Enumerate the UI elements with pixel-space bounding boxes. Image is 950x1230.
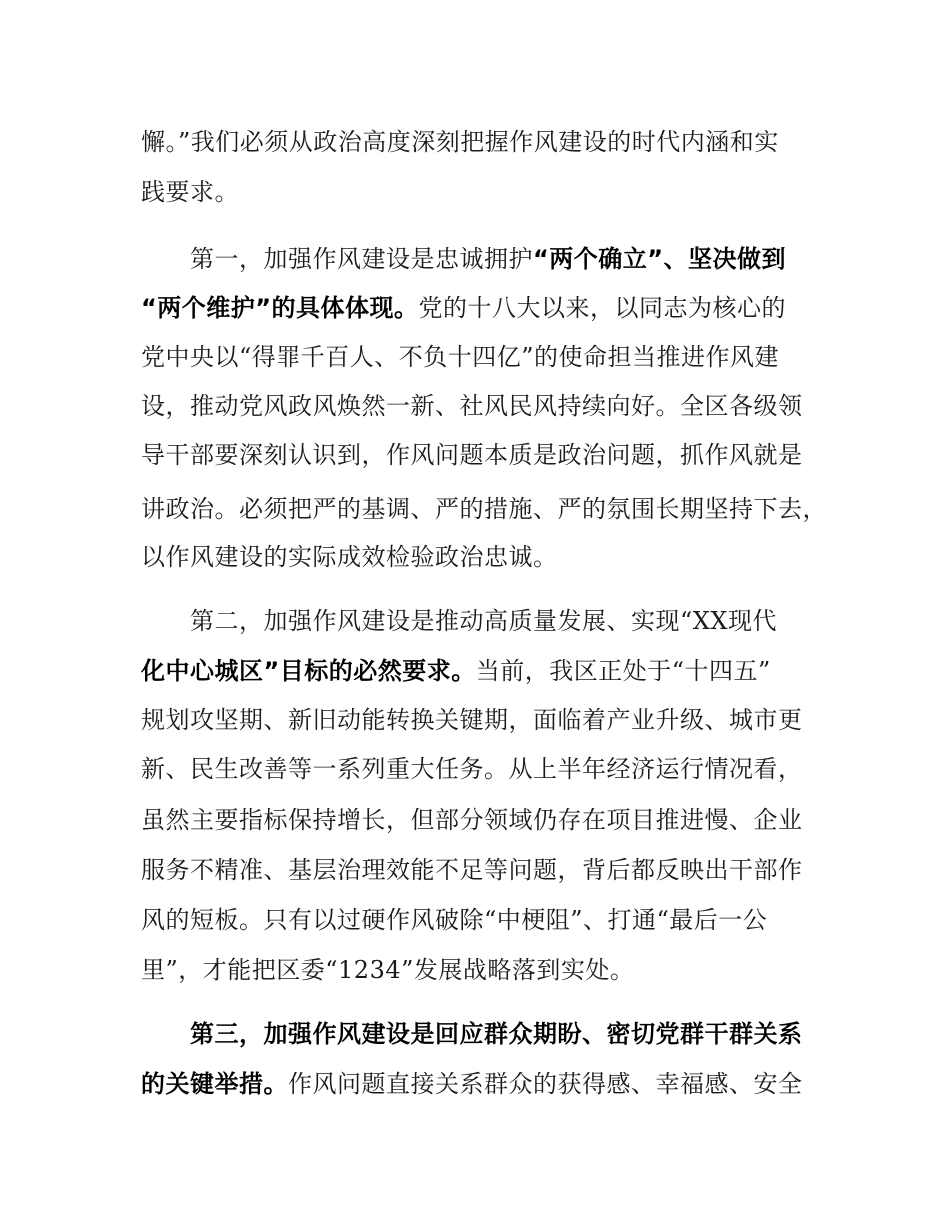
text-run: 虽然主要指标保持增长，但部分领域仍存在项目推进慢、企业 bbox=[141, 806, 803, 834]
text-run: 导干部要深刻认识到，作风问题本质是政治问题，抓作风就是 bbox=[141, 441, 803, 469]
text-line bbox=[141, 955, 634, 985]
text-run: 践要求。 bbox=[141, 178, 239, 206]
text-line bbox=[141, 440, 803, 470]
text-line bbox=[141, 805, 803, 835]
text-line bbox=[141, 127, 779, 157]
text-run: 党中央以“得罪千百人、不负十四亿”的使命担当推进作风建 bbox=[141, 343, 780, 371]
text-run: 里”，才能把区委“1234”发展战略落到实处。 bbox=[141, 956, 635, 984]
text-line bbox=[141, 494, 827, 524]
text-run: 作风问题直接关系群众的获得感、幸福感、安全 bbox=[288, 1070, 803, 1098]
text-line bbox=[190, 1019, 803, 1049]
text-line bbox=[141, 293, 786, 323]
bold-text-run: 的关键举措。 bbox=[141, 1070, 288, 1098]
text-run: 设，推动党风政风焕然一新、社风民风持续向好。全区各级领 bbox=[141, 392, 803, 420]
text-run: 党的十八大以来，以同志为核心的 bbox=[418, 294, 787, 322]
text-line bbox=[141, 177, 239, 207]
text-line bbox=[141, 1069, 803, 1099]
bold-text-run: “两个确立”、坚决做到 bbox=[533, 245, 787, 273]
text-run: 第一，加强作风建设是忠诚拥护 bbox=[190, 245, 533, 273]
text-run: 风的短板。只有以过硬作风破除“中梗阻”、打通“最后一公 bbox=[141, 906, 768, 934]
text-line bbox=[141, 656, 771, 686]
bold-text-run: 化中心城区”目标的必然要求。 bbox=[141, 657, 476, 685]
text-line bbox=[141, 905, 767, 935]
text-line bbox=[141, 705, 803, 735]
text-run: 以作风建设的实际成效检验政治忠诚。 bbox=[141, 543, 558, 571]
bold-text-run: “两个维护”的具体体现。 bbox=[141, 294, 419, 322]
text-run: 当前，我区正处于“十四五” bbox=[475, 657, 771, 685]
bold-text-run: 第三，加强作风建设是回应群众期盼、密切党群干群关系 bbox=[190, 1020, 803, 1048]
text-line bbox=[141, 855, 803, 885]
text-run: 懈。”我们必须从政治高度深刻把握作风建设的时代内涵和实 bbox=[141, 128, 779, 156]
text-line bbox=[141, 342, 779, 372]
text-run: 讲政治。必须把严的基调、严的措施、严的氛围长期坚持下去， bbox=[141, 495, 827, 523]
text-run: 规划攻坚期、新旧动能转换关键期，面临着产业升级、城市更 bbox=[141, 706, 803, 734]
text-run: 新、民生改善等一系列重大任务。从上半年经济运行情况看， bbox=[141, 755, 803, 783]
text-line bbox=[190, 244, 786, 274]
text-line bbox=[141, 391, 803, 421]
text-line bbox=[190, 606, 777, 636]
text-line bbox=[141, 542, 558, 572]
text-run: 服务不精准、基层治理效能不足等问题，背后都反映出干部作 bbox=[141, 856, 803, 884]
text-run: 第二，加强作风建设是推动高质量发展、实现“XX现代 bbox=[190, 607, 777, 635]
text-line bbox=[141, 754, 803, 784]
